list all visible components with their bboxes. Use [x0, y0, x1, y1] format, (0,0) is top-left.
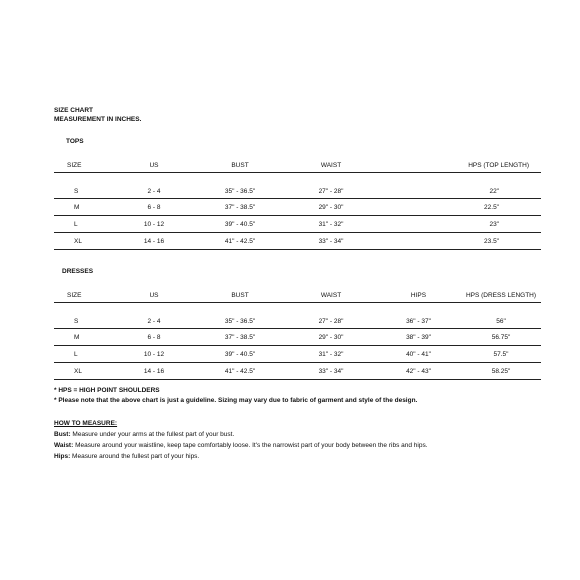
- table-cell: 58.25": [461, 363, 541, 380]
- table-cell: 27" - 28": [286, 173, 376, 199]
- how-to-hips: [54, 451, 428, 462]
- waist-label: Waist:: [54, 442, 74, 449]
- column-header-waist: WAIST: [286, 282, 376, 303]
- column-header-us: US: [114, 152, 194, 173]
- table-cell: M: [54, 329, 114, 346]
- table-cell: 23": [376, 216, 541, 233]
- hips-text: Measure around the fullest part of your hips.: [70, 453, 200, 460]
- table-cell: 35" - 36.5": [194, 303, 286, 329]
- table-row: [54, 329, 541, 346]
- how-to-title: HOW TO MEASURE:: [54, 420, 118, 427]
- table-cell: 37" - 38.5": [194, 199, 286, 216]
- dresses-header-row: [54, 282, 541, 303]
- table-cell: 56.75": [461, 329, 541, 346]
- table-row: [54, 216, 541, 233]
- table-cell: 2 - 4: [114, 303, 194, 329]
- waist-text: Measure around your waistline, keep tape comfortably loose. It's the narrowist part of your body between the ribs and hips.: [73, 442, 428, 449]
- table-row: [54, 363, 541, 380]
- table-cell: 39" - 40.5": [194, 216, 286, 233]
- table-row: [54, 173, 541, 199]
- table-cell: 2 - 4: [114, 173, 194, 199]
- tops-header-row: [54, 152, 541, 173]
- column-header-size: SIZE: [54, 152, 114, 173]
- table-cell: 36" - 37": [376, 303, 461, 329]
- table-cell: 10 - 12: [114, 346, 194, 363]
- tops-table: [54, 152, 541, 250]
- table-cell: L: [54, 216, 114, 233]
- column-header-waist: WAIST: [286, 152, 376, 173]
- table-cell: 33" - 34": [286, 363, 376, 380]
- bust-text: Measure under your arms at the fullest part of your bust.: [70, 431, 235, 438]
- table-cell: 29" - 30": [286, 329, 376, 346]
- table-cell: 14 - 16: [114, 233, 194, 250]
- page-subtitle: MEASUREMENT IN INCHES.: [54, 116, 142, 123]
- table-cell: XL: [54, 363, 114, 380]
- table-cell: S: [54, 303, 114, 329]
- column-header-hps: HPS (DRESS LENGTH): [461, 282, 541, 303]
- bust-label: Bust:: [54, 431, 71, 438]
- table-cell: 31" - 32": [286, 346, 376, 363]
- column-header-size: SIZE: [54, 282, 114, 303]
- column-header-hips: HIPS: [376, 282, 461, 303]
- column-header-us: US: [114, 282, 194, 303]
- table-cell: 14 - 16: [114, 363, 194, 380]
- how-to-measure: [54, 418, 428, 462]
- table-row: [54, 303, 541, 329]
- table-cell: 22": [376, 173, 541, 199]
- table-row: [54, 233, 541, 250]
- table-cell: 40" - 41": [376, 346, 461, 363]
- page-title: SIZE CHART: [54, 107, 93, 114]
- note-guideline: * Please note that the above chart is just a guideline. Sizing may vary due to fabric of garment and style of the design.: [54, 397, 418, 404]
- table-cell: 57.5": [461, 346, 541, 363]
- table-cell: 22.5": [376, 199, 541, 216]
- table-cell: 56": [461, 303, 541, 329]
- table-cell: 39" - 40.5": [194, 346, 286, 363]
- table-cell: S: [54, 173, 114, 199]
- column-header-bust: BUST: [194, 282, 286, 303]
- how-to-waist: [54, 440, 428, 451]
- tops-title: TOPS: [66, 138, 84, 145]
- table-cell: XL: [54, 233, 114, 250]
- table-cell: M: [54, 199, 114, 216]
- table-cell: 23.5": [376, 233, 541, 250]
- table-row: [54, 346, 541, 363]
- table-cell: 6 - 8: [114, 329, 194, 346]
- table-cell: 42" - 43": [376, 363, 461, 380]
- table-cell: 37" - 38.5": [194, 329, 286, 346]
- table-cell: 31" - 32": [286, 216, 376, 233]
- table-cell: 27" - 28": [286, 303, 376, 329]
- dresses-title: DRESSES: [62, 268, 94, 275]
- table-cell: 35" - 36.5": [194, 173, 286, 199]
- table-cell: 29" - 30": [286, 199, 376, 216]
- table-row: [54, 199, 541, 216]
- table-cell: 41" - 42.5": [194, 233, 286, 250]
- column-header-hps: HPS (TOP LENGTH): [376, 152, 541, 173]
- header: [54, 106, 141, 124]
- table-cell: 38" - 39": [376, 329, 461, 346]
- hips-label: Hips:: [54, 453, 71, 460]
- how-to-bust: [54, 429, 428, 440]
- table-cell: 10 - 12: [114, 216, 194, 233]
- note-hps: * HPS = HIGH POINT SHOULDERS: [54, 387, 160, 394]
- notes: [54, 386, 417, 406]
- table-cell: 33" - 34": [286, 233, 376, 250]
- dresses-table: [54, 282, 541, 380]
- column-header-bust: BUST: [194, 152, 286, 173]
- table-cell: 6 - 8: [114, 199, 194, 216]
- table-cell: 41" - 42.5": [194, 363, 286, 380]
- table-cell: L: [54, 346, 114, 363]
